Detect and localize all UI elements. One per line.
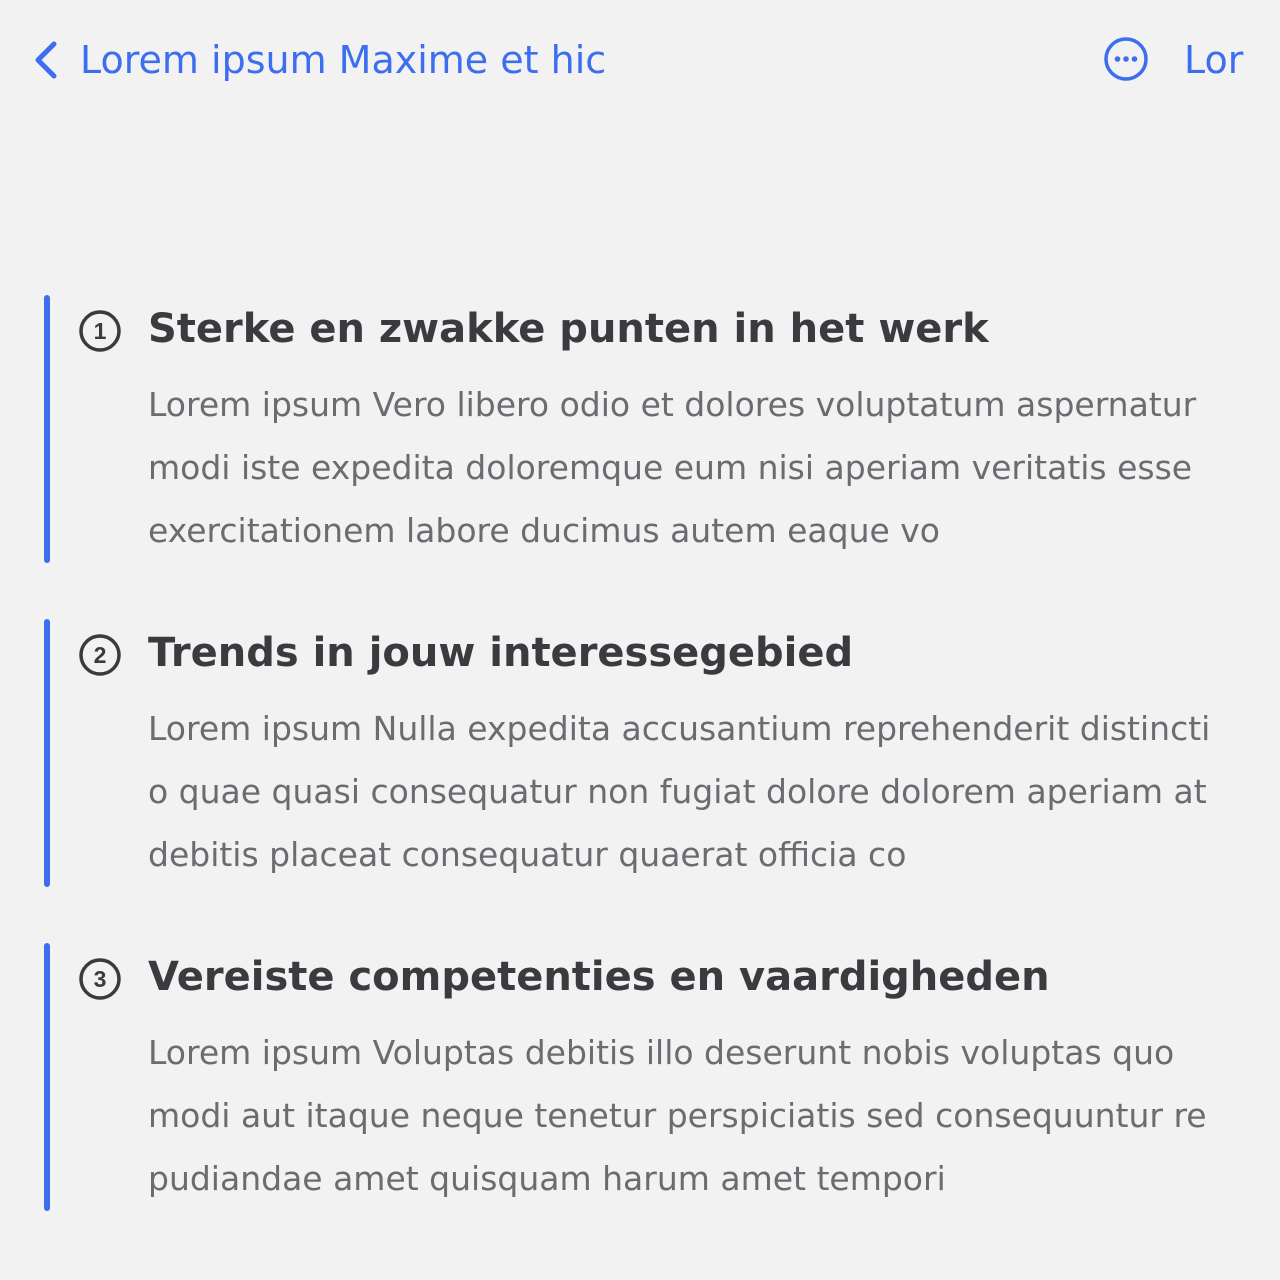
section-title: Vereiste competenties en vaardigheden (148, 954, 1050, 1000)
numbered-circle-icon (78, 957, 122, 1001)
header-action-link[interactable]: Lor (1184, 38, 1244, 82)
section-accent-bar (44, 943, 50, 1211)
chevron-left-icon (30, 36, 64, 84)
section-title: Trends in jouw interessegebied (148, 630, 854, 676)
section-number: 1 (93, 318, 107, 344)
section-number: 2 (93, 642, 107, 668)
back-button[interactable] (30, 30, 606, 90)
section-item (44, 619, 1244, 887)
section-body: Lorem ipsum Nulla expedita accusantium reprehenderit distinctio quae quasi consequatur non fugiat dolore dolorem aperiam at debitis placeat consequatur quaerat officia co (148, 709, 1211, 874)
section-accent-bar (44, 619, 50, 887)
section-item (44, 943, 1244, 1211)
section-accent-bar (44, 295, 50, 563)
section-body: Lorem ipsum Vero libero odio et dolores voluptatum aspernatur modi iste expedita doloremque eum nisi aperiam veritatis esse exercitationem labore ducimus autem eaque vo (148, 385, 1197, 550)
more-options-button[interactable] (1102, 35, 1150, 83)
section-item (44, 295, 1244, 563)
section-title: Sterke en zwakke punten in het werk (148, 306, 989, 352)
numbered-circle-icon (78, 309, 122, 353)
section-number: 3 (93, 966, 107, 992)
numbered-circle-icon (78, 633, 122, 677)
top-navigation-bar (0, 0, 1280, 120)
more-horizontal-circle-icon (1102, 35, 1150, 83)
back-label: Lorem ipsum Maxime et hic (80, 38, 607, 82)
section-body: Lorem ipsum Voluptas debitis illo deserunt nobis voluptas quo modi aut itaque neque tenetur perspiciatis sed consequuntur repudiandae amet quisquam harum amet tempori (148, 1033, 1207, 1198)
